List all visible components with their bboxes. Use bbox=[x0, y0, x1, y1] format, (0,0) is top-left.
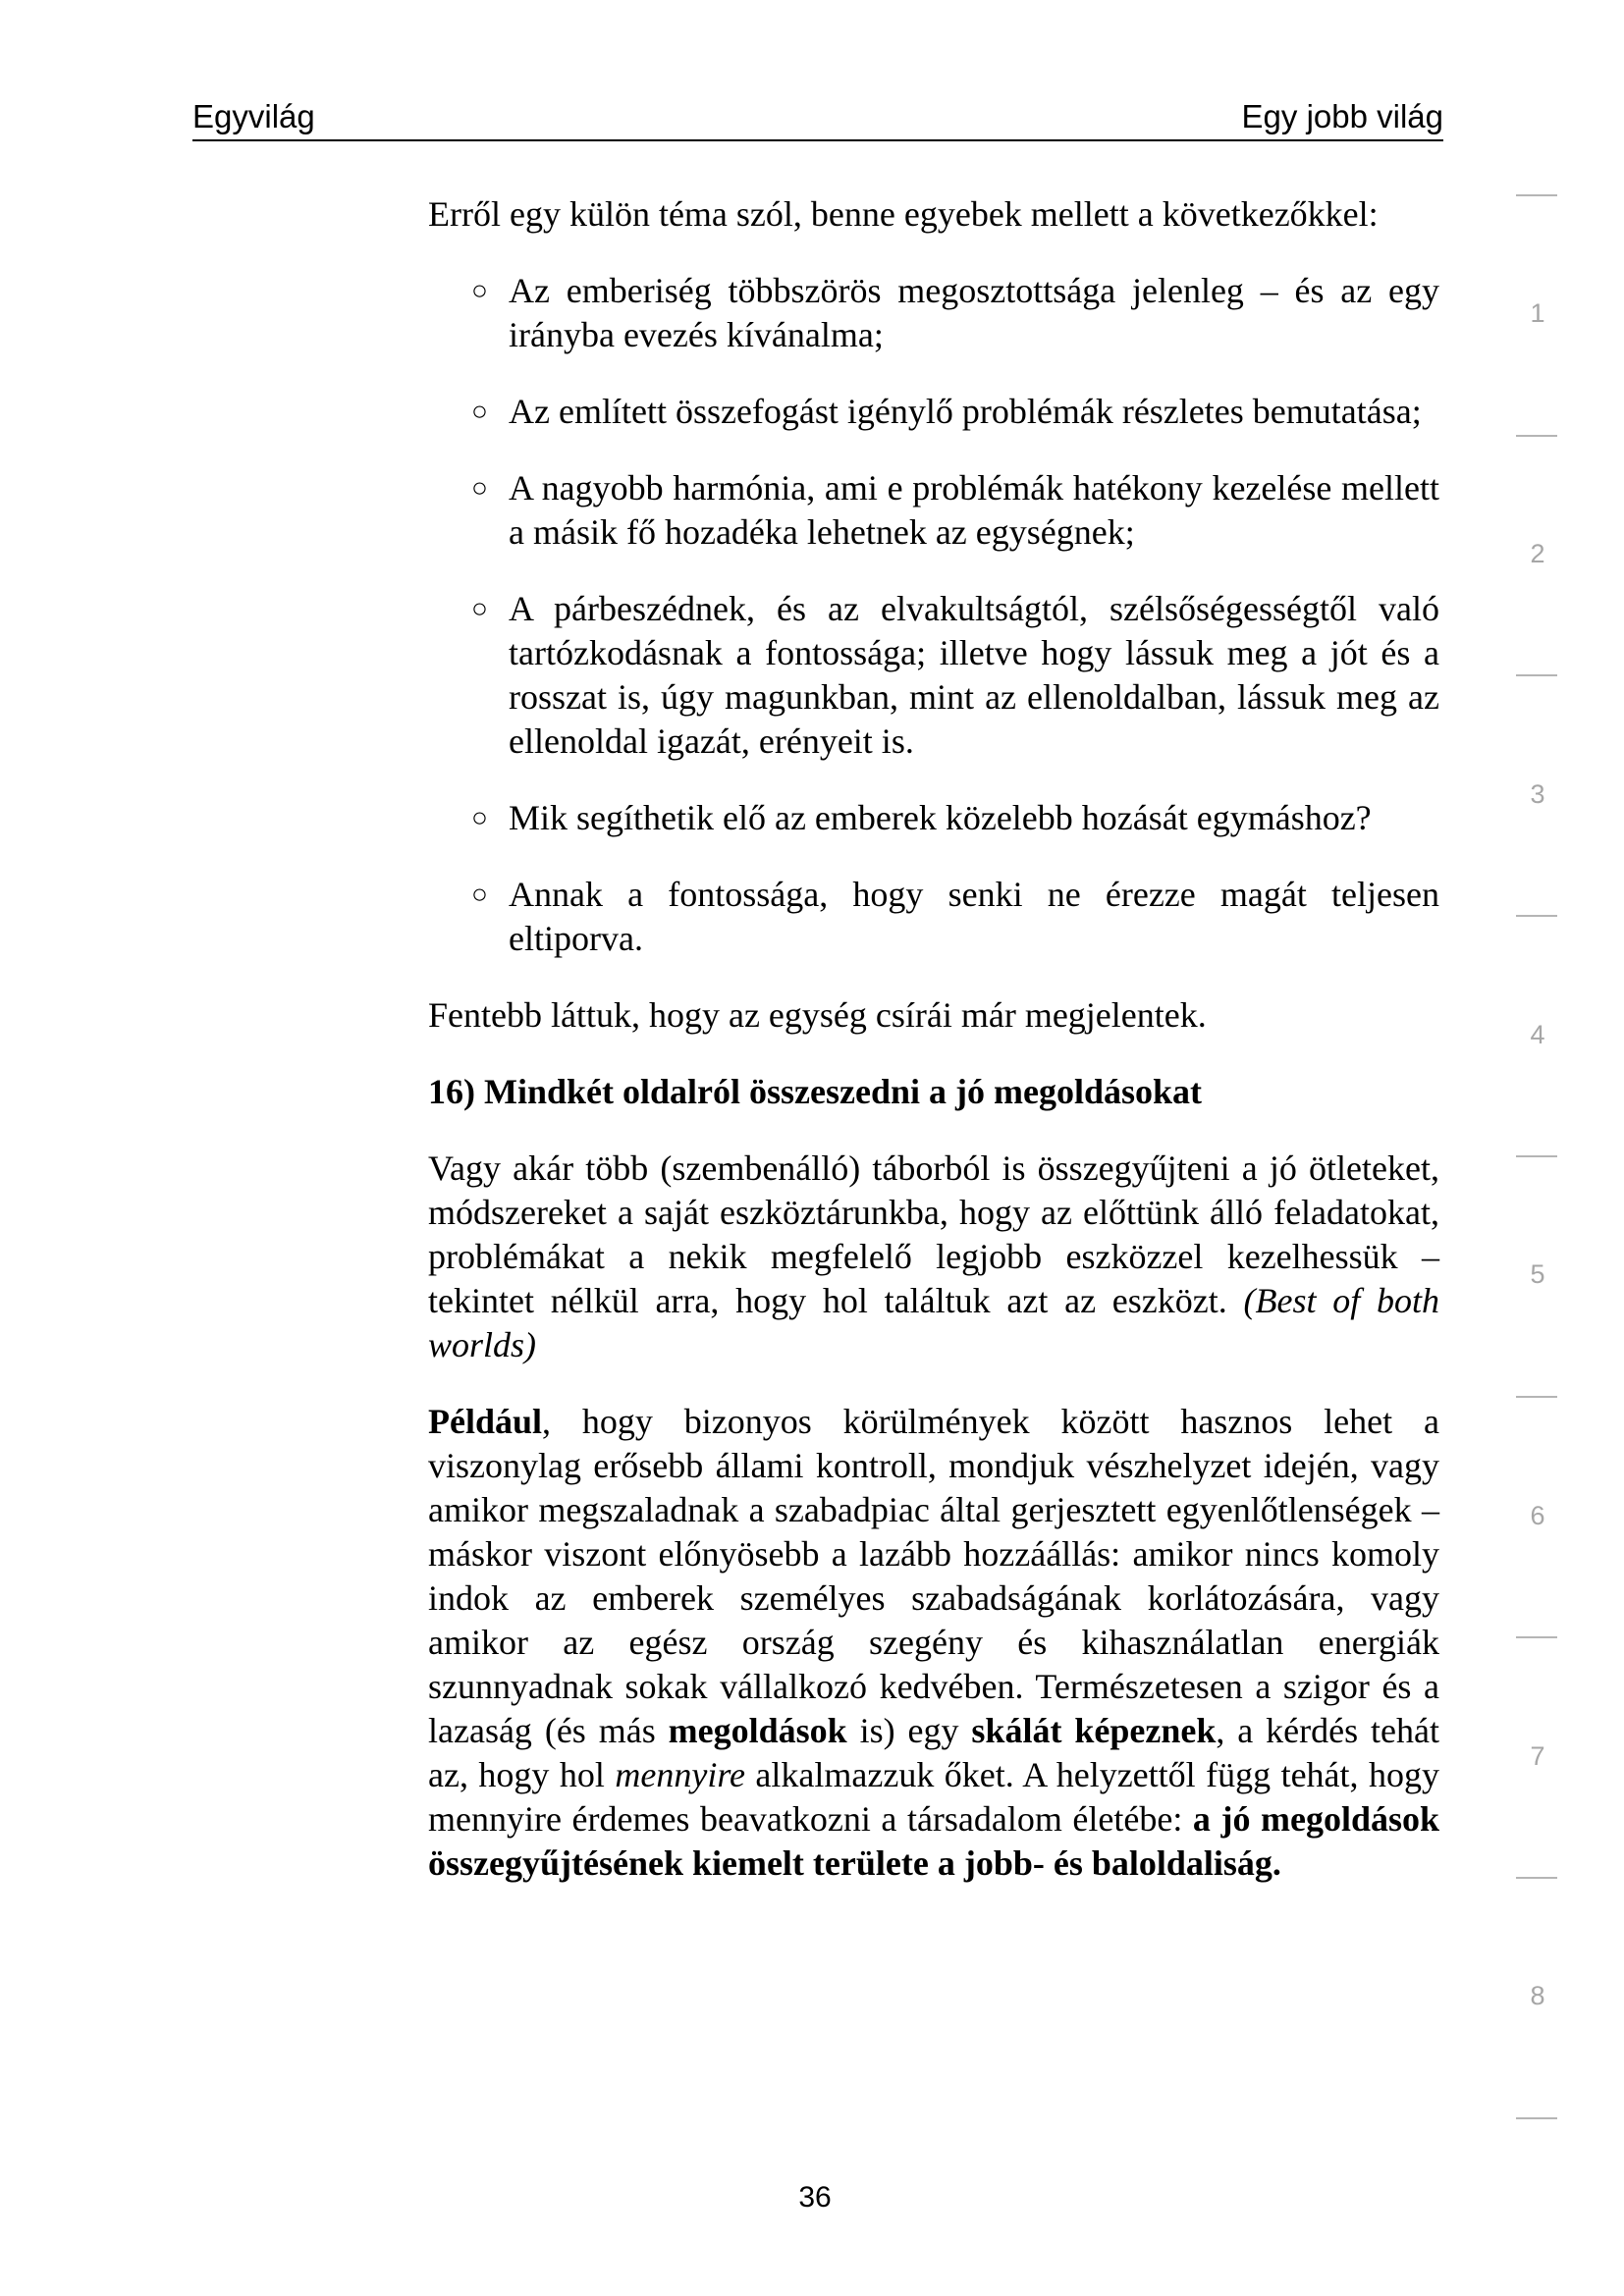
after-list-paragraph: Fentebb láttuk, hogy az egység csírái már megjelentek. bbox=[428, 995, 1207, 1035]
circle-bullet-icon: ○ bbox=[471, 276, 488, 306]
list-item bbox=[428, 466, 1439, 555]
bold-term: megoldások bbox=[668, 1711, 847, 1750]
circle-bullet-icon: ○ bbox=[471, 594, 488, 624]
page-number: 36 bbox=[798, 2181, 832, 2214]
header-left-title: Egyvilág bbox=[192, 98, 315, 134]
paragraph-text: , a kérdés tehát az, hogy hol bbox=[428, 1711, 1439, 1794]
margin-number: 5 bbox=[1530, 1259, 1545, 1289]
margin-tick bbox=[1516, 1396, 1557, 1398]
margin-number: 7 bbox=[1530, 1741, 1545, 1771]
margin-number: 1 bbox=[1530, 298, 1545, 328]
header-right-title: Egy jobb világ bbox=[1241, 98, 1443, 134]
margin-tick bbox=[1516, 674, 1557, 676]
list-item-text: Mik segíthetik elő az emberek közelebb hozását egymáshoz? bbox=[509, 798, 1372, 837]
margin-number: 3 bbox=[1530, 779, 1545, 809]
margin-tick bbox=[1516, 194, 1557, 196]
paragraph-text: alkalmazzuk őket. A helyzettől függ tehát, hogy mennyire érdemes beavatkozni a társadalom életébe: bbox=[428, 1755, 1440, 1839]
circle-bullet-icon: ○ bbox=[471, 880, 488, 910]
page-body bbox=[428, 192, 1439, 1918]
margin-tick bbox=[1516, 2117, 1557, 2119]
paragraph-text: , hogy bizonyos körülmények között hasznos lehet a viszonylag erősebb állami kontroll, mondjuk vészhelyzet idején, vagy amikor megszaladnak a szabadpiac által gerjesztett egyenlőtlenségek – máskor viszont előnyösebb a lazább hozzáállás: amikor nincs komoly indok az emberek személyes szabadságának korlátozására, vagy amikor az egész ország szegény és kihasználatlan energiák szunnyadnak sokak vállalkozó kedvében. Természetesen a szigor és a lazaság (és más bbox=[428, 1402, 1439, 1750]
running-header bbox=[192, 98, 1443, 141]
bold-term: skálát képeznek bbox=[971, 1711, 1217, 1750]
margin-number: 6 bbox=[1530, 1501, 1545, 1530]
margin-tick bbox=[1516, 1636, 1557, 1638]
margin-tick bbox=[1516, 435, 1557, 437]
italic-term: mennyire bbox=[615, 1755, 745, 1794]
list-item bbox=[428, 587, 1439, 764]
margin-tick bbox=[1516, 915, 1557, 917]
italic-note: (Best of both worlds) bbox=[428, 1281, 1439, 1364]
list-item-text: Az említett összefogást igénylő problémák részletes bemutatása; bbox=[509, 392, 1422, 431]
paragraph-text: Vagy akár több (szembenálló) táborból is összegyűjteni a jó ötleteket, módszereket a saját eszköztárunkba, hogy az előttünk álló feladatokat, problémákat a nekik megfelelő legjobb eszközzel kezelhessük – tekintet nélkül arra, hogy hol találtuk azt az eszközt. bbox=[428, 1148, 1439, 1320]
intro-paragraph: Erről egy külön téma szól, benne egyebek mellett a következőkkel: bbox=[428, 194, 1379, 234]
list-item bbox=[428, 873, 1439, 961]
margin-number: 8 bbox=[1530, 1981, 1545, 2010]
circle-bullet-icon: ○ bbox=[471, 473, 488, 504]
margin-number: 2 bbox=[1530, 539, 1545, 568]
list-item bbox=[428, 269, 1439, 357]
section-heading: 16) Mindkét oldalról összeszedni a jó megoldásokat bbox=[428, 1072, 1202, 1111]
circle-bullet-icon: ○ bbox=[471, 803, 488, 833]
margin-scale bbox=[1516, 0, 1565, 2296]
circle-bullet-icon: ○ bbox=[471, 397, 488, 427]
margin-tick bbox=[1516, 1877, 1557, 1879]
paragraph-best-of-both-worlds bbox=[428, 1147, 1439, 1367]
list-item bbox=[428, 796, 1439, 840]
list-item-text: A nagyobb harmónia, ami e problémák hatékony kezelése mellett a másik fő hozadéka lehetnek az egységnek; bbox=[509, 468, 1439, 552]
list-item-text: Az emberiség többszörös megosztottsága jelenleg – és az egy irányba evezés kívánalma; bbox=[509, 271, 1439, 354]
bold-lead: Például bbox=[428, 1402, 543, 1441]
margin-number: 4 bbox=[1530, 1020, 1545, 1049]
list-item bbox=[428, 390, 1439, 434]
margin-tick bbox=[1516, 1155, 1557, 1157]
list-item-text: Annak a fontossága, hogy senki ne érezze magát teljesen eltiporva. bbox=[509, 875, 1439, 958]
list-item-text: A párbeszédnek, és az elvakultságtól, szélsőségességtől való tartózkodásnak a fontossága; illetve hogy lássuk meg a jót és a rosszat is, úgy magunkban, mint az ellenoldalban, lássuk meg az ellenoldal igazát, erényeit is. bbox=[509, 589, 1439, 761]
paragraph-example bbox=[428, 1400, 1439, 1886]
topic-list bbox=[428, 269, 1439, 961]
paragraph-text: is) egy bbox=[846, 1711, 972, 1750]
bold-conclusion: a jó megoldások összegyűjtésének kiemelt területe a jobb- és baloldaliság. bbox=[428, 1799, 1440, 1883]
